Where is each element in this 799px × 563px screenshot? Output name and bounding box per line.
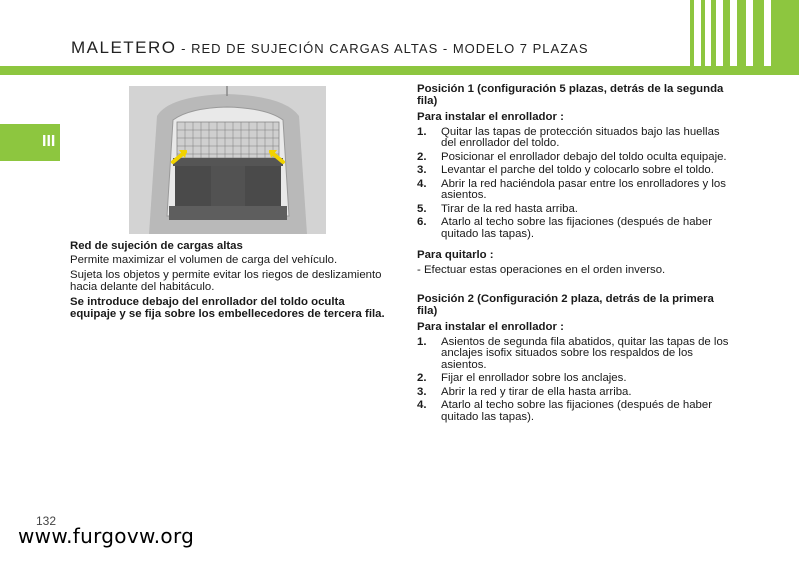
step-number: 6.: [417, 216, 427, 228]
header-stripe: [737, 0, 746, 66]
step-text: Atarlo al techo sobre las fijaciones (después de haber quitado las tapas).: [441, 399, 713, 423]
position-2-title: Posición 2 (Configuración 2 plaza, detrás de la primera fila): [417, 293, 714, 317]
step-item: [417, 373, 733, 385]
header-stripe: [723, 0, 730, 66]
step-text: Levantar el parche del toldo y colocarlo sobre el toldo.: [441, 164, 714, 176]
install-subtitle: Para instalar el enrollador :: [417, 111, 564, 123]
step-text: Fijar el enrollador sobre los anclajes.: [441, 372, 627, 384]
step-item: [417, 337, 733, 372]
header-stripe: [711, 0, 716, 66]
header-stripe: [753, 0, 764, 66]
page-header: [0, 0, 799, 66]
step-number: 3.: [417, 385, 427, 398]
step-number: 2.: [417, 150, 427, 163]
remove-text: - Efectuar estas operaciones en el orden inverso.: [417, 263, 666, 276]
step-text: Abrir la red y tirar de ella hasta arriba.: [441, 385, 632, 398]
step-item: [417, 127, 733, 150]
step-text: Quitar las tapas de protección situados bajo las huellas del enrollador del toldo.: [441, 125, 720, 149]
trunk-photo: [129, 86, 326, 234]
intro-paragraph: Sujeta los objetos y permite evitar los riegos de deslizamiento hacia delante del habitáculo.: [70, 269, 382, 293]
step-item: [417, 165, 733, 177]
step-item: [417, 204, 733, 216]
intro-column: [70, 240, 386, 323]
title-separator: -: [181, 41, 187, 56]
header-stripe: [690, 0, 694, 66]
step-text: Tirar de la red hasta arriba.: [441, 202, 578, 215]
position-1-steps: [417, 127, 733, 241]
step-item: [417, 400, 733, 423]
step-number: 1.: [417, 125, 427, 138]
step-number: 2.: [417, 372, 427, 384]
step-number: 4.: [417, 399, 427, 411]
title-sub: RED DE SUJECIÓN CARGAS ALTAS: [191, 41, 439, 56]
step-number: 1.: [417, 335, 427, 348]
position-1-title: Posición 1 (configuración 5 plazas, detrás de la segunda fila): [417, 83, 724, 107]
title-model: MODELO 7 PLAZAS: [452, 41, 589, 56]
step-text: Asientos de segunda fila abatidos, quitar las tapas de los anclajes isofix situados sobre los respaldos de los asientos.: [441, 335, 729, 371]
header-accent-bar: [0, 66, 799, 75]
step-text: Posicionar el enrollador debajo del toldo oculta equipaje.: [441, 150, 727, 163]
step-item: [417, 179, 733, 202]
step-number: 5.: [417, 202, 427, 215]
step-number: 4.: [417, 177, 427, 190]
remove-subtitle: Para quitarlo :: [417, 249, 494, 261]
watermark: www.furgovw.org: [18, 524, 195, 548]
title-separator: -: [442, 41, 449, 56]
header-stripe: [701, 0, 705, 66]
intro-paragraph: Permite maximizar el volumen de carga del vehículo.: [70, 254, 338, 266]
page-number: 132: [36, 514, 57, 528]
intro-heading: Red de sujeción de cargas altas: [70, 240, 243, 252]
trunk-illustration: [129, 86, 326, 234]
instructions-column: [417, 84, 733, 425]
page-title: [71, 38, 589, 58]
position-2-steps: [417, 337, 733, 424]
spacer: [417, 278, 733, 294]
step-item: [417, 387, 733, 399]
header-stripe: [771, 0, 799, 66]
intro-paragraph: Se introduce debajo del enrollador del toldo oculta equipaje y se fija sobre los embellecedores de tercera fila.: [70, 296, 385, 320]
step-number: 3.: [417, 164, 427, 176]
chapter-label: III: [42, 133, 56, 150]
step-text: Atarlo al techo sobre las fijaciones (después de haber quitado las tapas).: [441, 216, 713, 240]
step-item: [417, 152, 733, 164]
step-text: Abrir la red haciéndola pasar entre los enrolladores y los asientos.: [441, 177, 726, 201]
title-main: MALETERO: [71, 38, 177, 57]
chapter-tab: [0, 124, 60, 161]
install-subtitle: Para instalar el enrollador :: [417, 321, 564, 333]
step-item: [417, 217, 733, 240]
